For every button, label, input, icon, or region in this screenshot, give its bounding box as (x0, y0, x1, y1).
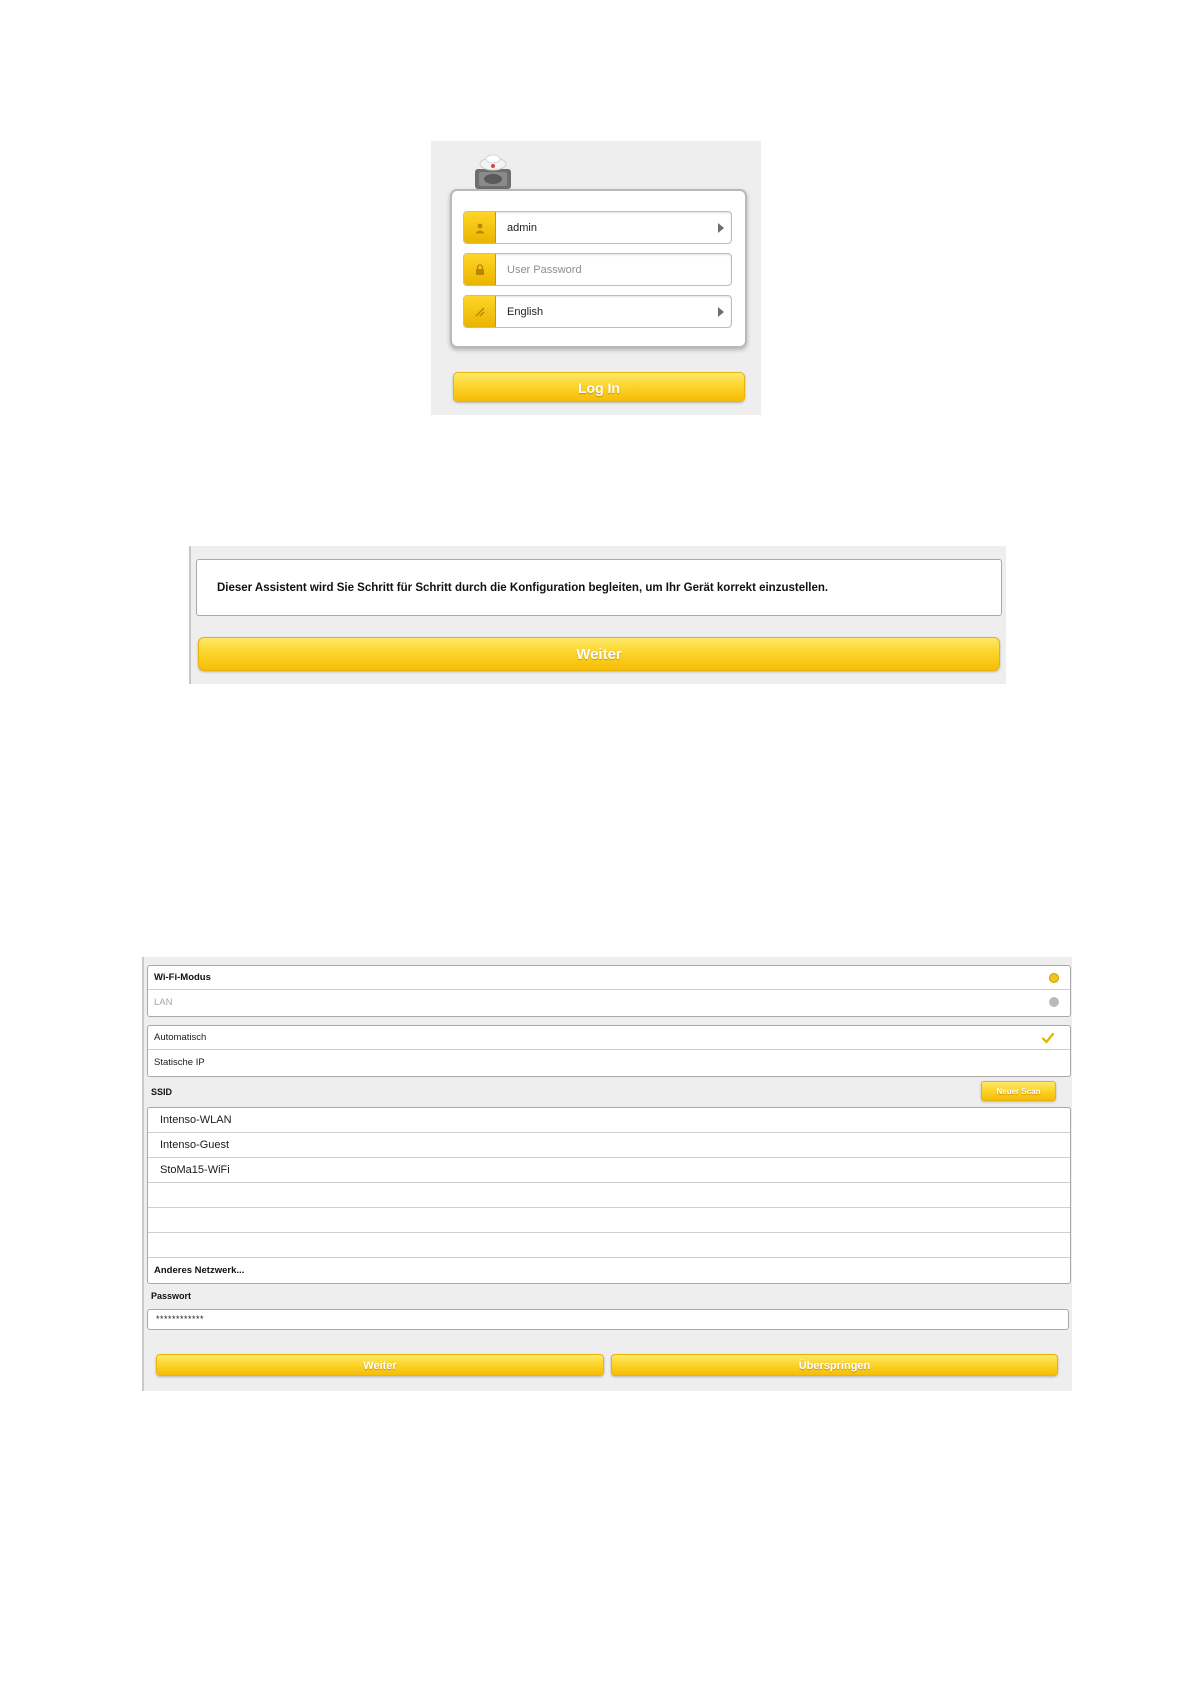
password-placeholder: User Password (507, 263, 582, 276)
ip-option-label: Automatisch (154, 1032, 207, 1043)
ssid-item[interactable] (148, 1158, 1070, 1183)
ssid-label: SSID (151, 1087, 173, 1097)
ssid-list (147, 1107, 1071, 1284)
password-field[interactable] (463, 253, 732, 286)
network-next-button[interactable]: Weiter (156, 1354, 604, 1376)
wizard-panel (189, 546, 1006, 684)
mode-option-wifi[interactable] (148, 966, 1070, 990)
ssid-name: StoMa15-WiFi (160, 1164, 230, 1176)
ip-option-static[interactable] (148, 1050, 1070, 1074)
wizard-message: Dieser Assistent wird Sie Schritt für Schritt durch die Konfiguration begleiten, um Ihr Gerät korrekt einzustellen. (217, 581, 829, 594)
router-device-icon (473, 153, 513, 189)
ssid-item-empty (148, 1208, 1070, 1233)
lock-icon (464, 254, 496, 285)
network-settings-panel (142, 957, 1072, 1391)
mode-option-label: Wi-Fi-Modus (154, 972, 211, 983)
username-select[interactable] (463, 211, 732, 244)
ssid-name: Intenso-WLAN (160, 1114, 232, 1126)
wifi-password-value: ************ (156, 1314, 205, 1324)
password-label: Passwort (151, 1291, 192, 1301)
language-value: English (507, 305, 544, 318)
globe-icon (464, 296, 496, 327)
ssid-item-empty (148, 1233, 1070, 1258)
ssid-item-empty (148, 1183, 1070, 1208)
login-button[interactable]: Log In (453, 372, 745, 402)
radio-selected-icon (1049, 973, 1059, 983)
login-panel (431, 141, 761, 415)
ip-option-automatic[interactable] (148, 1026, 1070, 1050)
ip-option-label: Statische IP (154, 1056, 205, 1068)
radio-unselected-icon (1049, 997, 1059, 1007)
login-form (450, 189, 747, 348)
chevron-right-icon (718, 223, 724, 233)
other-network-label: Anderes Netzwerk... (154, 1265, 245, 1276)
connection-mode-group (147, 965, 1071, 1017)
mode-option-label: LAN (154, 996, 173, 1008)
wizard-message-box (196, 559, 1002, 616)
user-icon (464, 212, 496, 243)
username-value: admin (507, 221, 537, 234)
ip-mode-group (147, 1025, 1071, 1077)
ssid-item[interactable] (148, 1133, 1070, 1158)
rescan-button[interactable]: Neuer Scan (981, 1081, 1056, 1101)
ssid-item[interactable] (148, 1108, 1070, 1133)
wifi-password-field[interactable] (147, 1309, 1069, 1330)
wizard-next-button[interactable]: Weiter (198, 637, 1000, 671)
language-select[interactable] (463, 295, 732, 328)
network-skip-button[interactable]: Überspringen (611, 1354, 1058, 1376)
checkmark-icon (1042, 1032, 1054, 1044)
other-network-item[interactable] (148, 1258, 1070, 1283)
mode-option-lan[interactable] (148, 990, 1070, 1014)
chevron-right-icon (718, 307, 724, 317)
ssid-name: Intenso-Guest (160, 1139, 230, 1151)
